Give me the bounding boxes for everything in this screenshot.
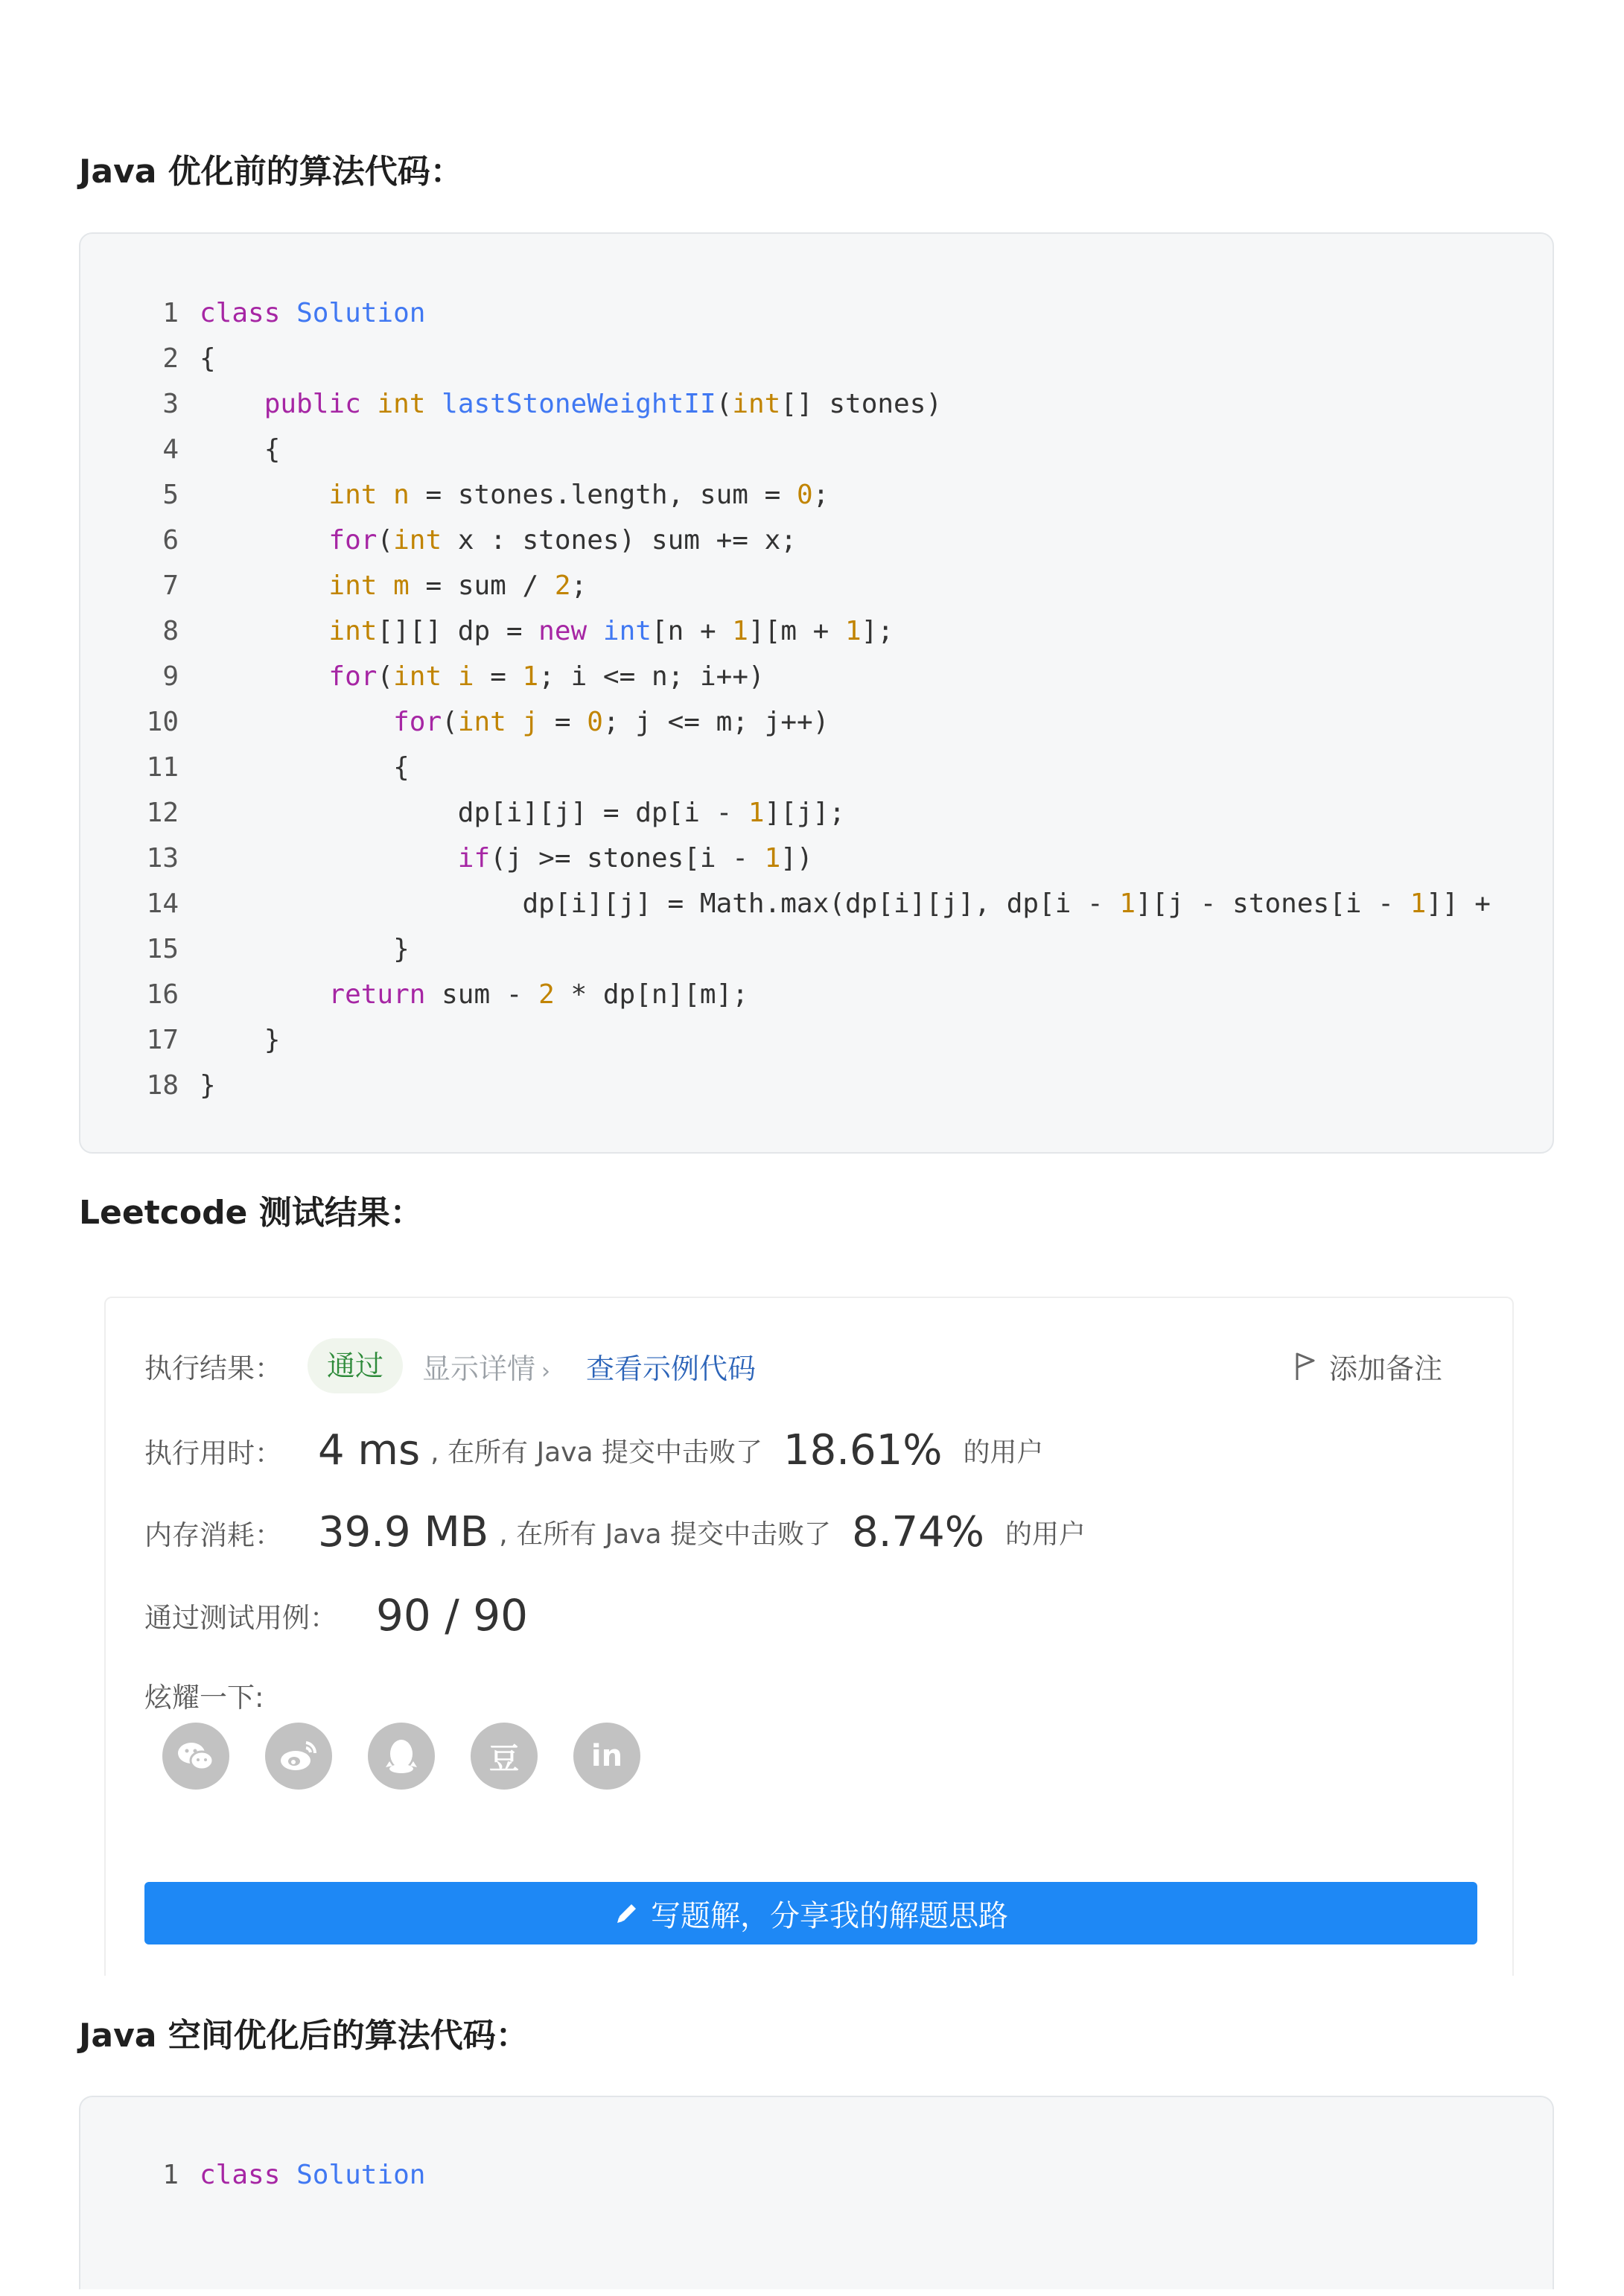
code-token: ]] + — [1426, 888, 1491, 919]
code-token — [200, 389, 264, 419]
memory-text: , 在所有 Java 提交中击败了 — [499, 1519, 832, 1550]
line-number: 6 — [162, 525, 179, 556]
code-token: 1 — [1410, 888, 1427, 919]
test-cases-value: 90 / 90 — [376, 1590, 529, 1641]
heading-code-after: Java 空间优化后的算法代码： — [79, 2017, 529, 2055]
line-number: 10 — [146, 707, 179, 737]
add-note-label: 添加备注 — [1328, 1352, 1442, 1385]
write-solution-label: 写题解，分享我的解题思路 — [651, 1898, 1008, 1933]
memory-label: 内存消耗： — [144, 1519, 282, 1551]
code-token: { — [200, 434, 281, 465]
code-token: ]; — [861, 616, 894, 646]
line-number: 3 — [162, 389, 179, 419]
runtime-row — [144, 1426, 1044, 1475]
code-token: ( — [716, 389, 733, 419]
code-token: class — [200, 2160, 281, 2190]
code-text — [200, 472, 829, 518]
code-line — [80, 381, 1553, 427]
code-line — [80, 563, 1553, 608]
status-badge: 通过 — [308, 1338, 403, 1393]
code-text — [200, 699, 829, 745]
view-sample-code-link[interactable]: 查看示例代码 — [586, 1352, 757, 1385]
code-text — [200, 926, 410, 972]
code-token: Solution — [296, 298, 426, 328]
code-block-before — [79, 232, 1554, 1154]
code-line — [80, 2152, 1553, 2198]
code-token: int — [328, 616, 378, 646]
line-number: 5 — [162, 480, 179, 510]
code-token: if — [457, 843, 491, 874]
code-text — [200, 1017, 280, 1063]
code-token: ( — [377, 661, 394, 692]
code-token: int — [732, 389, 781, 419]
code-token: j — [522, 707, 539, 737]
code-token: x : stones) sum += x; — [442, 525, 797, 556]
code-token: new — [538, 616, 587, 646]
runtime-value: 4 ms — [318, 1426, 421, 1475]
code-token: ][j]; — [764, 798, 845, 828]
code-token: } — [200, 1070, 216, 1101]
code-line — [80, 290, 1553, 336]
code-line — [80, 699, 1553, 745]
code-token: int — [393, 661, 442, 692]
code-line — [80, 926, 1553, 972]
code-token: i — [457, 661, 474, 692]
line-number: 1 — [162, 2160, 179, 2190]
line-number: 12 — [146, 798, 179, 828]
test-cases-label: 通过测试用例： — [144, 1602, 337, 1634]
code-token: for — [328, 525, 378, 556]
code-token: 0 — [796, 480, 813, 510]
code-token: [n + — [651, 616, 733, 646]
line-number: 14 — [146, 888, 179, 919]
code-token: = — [538, 707, 587, 737]
code-token: 1 — [732, 616, 748, 646]
code-text — [200, 972, 748, 1017]
code-token: 1 — [845, 616, 862, 646]
code-line — [80, 608, 1553, 654]
qq-icon[interactable] — [368, 1723, 435, 1790]
code-token: sum - — [425, 979, 539, 1010]
wechat-icon[interactable] — [162, 1723, 229, 1790]
code-token: } — [200, 1025, 281, 1055]
code-text — [200, 2152, 425, 2198]
share-icons — [162, 1723, 676, 1790]
code-token: ; — [812, 480, 829, 510]
code-token: class — [200, 298, 281, 328]
code-token: 1 — [748, 798, 765, 828]
code-token — [200, 525, 328, 556]
line-number: 16 — [146, 979, 179, 1010]
douban-icon[interactable]: 豆 — [471, 1723, 538, 1790]
code-token: for — [328, 661, 378, 692]
line-number: 13 — [146, 843, 179, 874]
code-token: Solution — [296, 2160, 426, 2190]
runtime-label: 执行用时： — [144, 1437, 282, 1469]
line-number: 2 — [162, 343, 179, 374]
heading-test-result: Leetcode 测试结果： — [79, 1194, 423, 1232]
code-token: int — [377, 389, 426, 419]
code-line — [80, 1063, 1553, 1108]
show-details-link[interactable] — [422, 1346, 550, 1387]
code-lines — [80, 2152, 1553, 2198]
code-token: ]) — [780, 843, 813, 874]
code-token — [280, 298, 296, 328]
code-token — [200, 979, 328, 1010]
code-token: [][] dp = — [377, 616, 539, 646]
code-token: ; j <= m; j++) — [602, 707, 829, 737]
code-token: public — [264, 389, 361, 419]
test-cases-row — [144, 1590, 528, 1641]
code-token — [377, 480, 393, 510]
code-text — [200, 881, 1491, 926]
code-token: = — [474, 661, 523, 692]
flag-icon — [1295, 1352, 1316, 1381]
code-text — [200, 608, 894, 654]
code-token — [587, 616, 603, 646]
code-token: int — [602, 616, 652, 646]
code-text — [200, 790, 845, 836]
code-token: lastStoneWeightII — [442, 389, 716, 419]
code-line — [80, 654, 1553, 699]
line-number: 18 — [146, 1070, 179, 1101]
add-note-button[interactable] — [1295, 1346, 1442, 1387]
status-label: 执行结果： — [144, 1352, 282, 1384]
code-token — [442, 661, 458, 692]
code-token: * dp[n][m]; — [554, 979, 748, 1010]
code-token: } — [200, 934, 410, 964]
code-token: int — [328, 480, 378, 510]
code-token: ( — [377, 525, 394, 556]
code-line — [80, 1017, 1553, 1063]
runtime-percentile: 18.61% — [783, 1426, 943, 1475]
code-token: { — [200, 343, 216, 374]
code-token: ; — [570, 570, 587, 601]
code-line — [80, 836, 1553, 881]
code-token — [200, 707, 393, 737]
code-line — [80, 745, 1553, 790]
code-token — [200, 661, 328, 692]
status-row — [144, 1338, 756, 1393]
line-number: 11 — [146, 752, 179, 783]
code-block-after — [79, 2096, 1554, 2289]
show-details-label: 显示详情 — [422, 1352, 536, 1385]
code-token: n — [393, 480, 410, 510]
weibo-icon[interactable] — [265, 1723, 332, 1790]
code-token: = sum / — [409, 570, 555, 601]
code-token: for — [393, 707, 442, 737]
code-line — [80, 472, 1553, 518]
code-line — [80, 881, 1553, 926]
code-text — [200, 290, 425, 336]
code-token: int — [457, 707, 506, 737]
code-token — [200, 616, 328, 646]
code-token: return — [328, 979, 426, 1010]
code-token: = stones.length, sum = — [409, 480, 797, 510]
line-number: 8 — [162, 616, 179, 646]
memory-percentile: 8.74% — [852, 1508, 984, 1556]
heading-code-before: Java 优化前的算法代码： — [79, 153, 463, 191]
code-token: (j >= stones[i - — [490, 843, 765, 874]
linkedin-icon[interactable]: in — [573, 1723, 640, 1790]
code-token: ; i <= n; i++) — [538, 661, 765, 692]
code-token: 0 — [587, 707, 603, 737]
code-line — [80, 336, 1553, 381]
line-number: 9 — [162, 661, 179, 692]
code-token: 1 — [1119, 888, 1136, 919]
code-token: { — [200, 752, 410, 783]
line-number: 7 — [162, 570, 179, 601]
code-token: ][m + — [748, 616, 846, 646]
code-token: int — [328, 570, 378, 601]
code-token — [280, 2160, 296, 2190]
code-text — [200, 1063, 216, 1108]
code-token: ( — [442, 707, 458, 737]
code-token: dp[i][j] = Math.max(dp[i][j], dp[i - — [200, 888, 1120, 919]
code-text — [200, 518, 797, 563]
code-token — [361, 389, 378, 419]
code-line — [80, 427, 1553, 472]
code-token — [200, 480, 328, 510]
code-token: ][j - stones[i - — [1136, 888, 1410, 919]
code-lines — [80, 290, 1553, 1108]
submission-result-card — [104, 1297, 1514, 1976]
share-label: 炫耀一下: — [144, 1682, 264, 1714]
code-text — [200, 336, 216, 381]
runtime-users-text: 的用户 — [963, 1437, 1044, 1468]
code-text — [200, 654, 765, 699]
code-text — [200, 745, 410, 790]
code-token: dp[i][j] = dp[i - — [200, 798, 748, 828]
code-token — [200, 570, 328, 601]
code-text — [200, 427, 280, 472]
code-token: int — [393, 525, 442, 556]
code-token — [200, 843, 458, 874]
code-token: m — [393, 570, 410, 601]
line-number: 15 — [146, 934, 179, 964]
code-text — [200, 381, 942, 427]
code-text — [200, 836, 813, 881]
memory-row — [144, 1508, 1086, 1556]
line-number: 4 — [162, 434, 179, 465]
code-token: [] stones) — [780, 389, 943, 419]
runtime-text: , 在所有 Java 提交中击败了 — [430, 1437, 762, 1468]
code-token: 1 — [764, 843, 781, 874]
line-number: 17 — [146, 1025, 179, 1055]
code-text — [200, 563, 587, 608]
pencil-icon — [614, 1900, 640, 1927]
chevron-right-icon: › — [541, 1358, 551, 1384]
code-line — [80, 972, 1553, 1017]
memory-users-text: 的用户 — [1004, 1519, 1086, 1550]
code-token — [425, 389, 442, 419]
code-token — [377, 570, 393, 601]
write-solution-button[interactable] — [144, 1882, 1477, 1944]
code-token — [506, 707, 523, 737]
code-token: 1 — [522, 661, 539, 692]
line-number: 1 — [162, 298, 179, 328]
memory-value: 39.9 MB — [318, 1508, 489, 1556]
code-token: 2 — [538, 979, 555, 1010]
code-token: 2 — [554, 570, 571, 601]
code-line — [80, 790, 1553, 836]
code-line — [80, 518, 1553, 563]
